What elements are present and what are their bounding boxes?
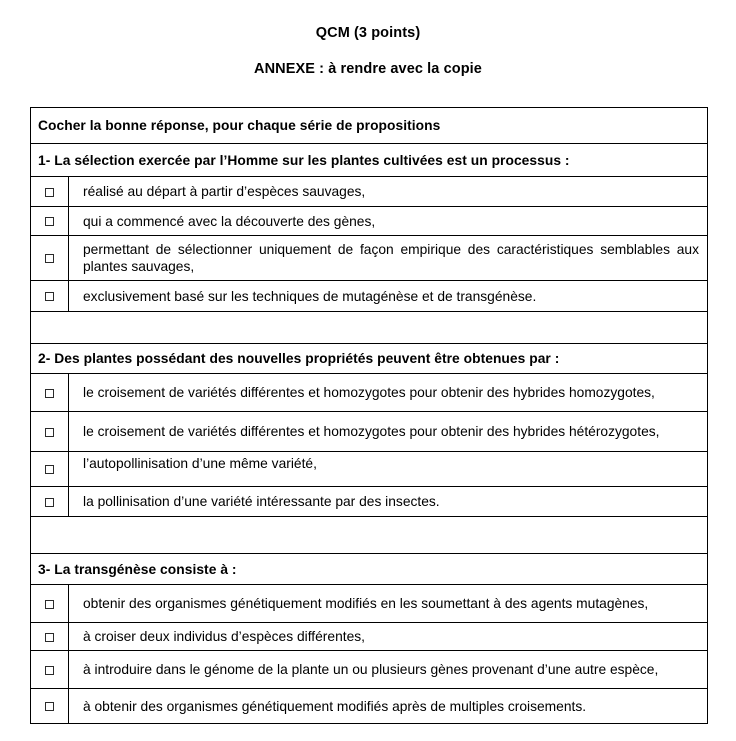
checkbox-icon-s1-o2[interactable]	[45, 217, 54, 226]
option-row	[31, 452, 708, 487]
checkbox-cell	[31, 281, 69, 312]
doc-title: QCM (3 points)	[315, 25, 421, 41]
option-label: exclusivement basé sur les techniques de mutagénèse et de transgénèse.	[69, 281, 708, 312]
checkbox-icon-s3-o1[interactable]	[45, 600, 54, 609]
option-row	[31, 487, 708, 517]
table-instruction: Cocher la bonne réponse, pour chaque série de propositions	[31, 108, 708, 144]
option-label: à introduire dans le génome de la plante un ou plusieurs gènes provenant d’une autre espèce,	[69, 651, 708, 689]
checkbox-cell	[31, 412, 69, 452]
checkbox-cell	[31, 207, 69, 236]
option-label: le croisement de variétés différentes et homozygotes pour obtenir des hybrides hétérozygotes,	[69, 412, 708, 452]
option-row	[31, 177, 708, 207]
option-row	[31, 236, 708, 281]
checkbox-icon-s3-o4[interactable]	[45, 702, 54, 711]
option-row	[31, 623, 708, 651]
section-1-title-row	[31, 144, 708, 177]
doc-subtitle: ANNEXE : à rendre avec la copie	[254, 61, 482, 77]
option-row	[31, 689, 708, 724]
checkbox-cell	[31, 585, 69, 623]
checkbox-icon-s3-o3[interactable]	[45, 666, 54, 675]
checkbox-icon-s2-o1[interactable]	[45, 389, 54, 398]
checkbox-cell	[31, 374, 69, 412]
checkbox-cell	[31, 236, 69, 281]
option-label: réalisé au départ à partir d’espèces sauvages,	[69, 177, 708, 207]
section-3-title-row	[31, 554, 708, 585]
qcm-table	[30, 107, 708, 724]
option-label: la pollinisation d’une variété intéressante par des insectes.	[69, 487, 708, 517]
checkbox-icon-s3-o2[interactable]	[45, 633, 54, 642]
checkbox-cell	[31, 689, 69, 724]
checkbox-cell	[31, 487, 69, 517]
option-row	[31, 207, 708, 236]
checkbox-icon-s1-o3[interactable]	[45, 254, 54, 263]
option-label: à obtenir des organismes génétiquement modifiés après de multiples croisements.	[69, 689, 708, 724]
option-label: permettant de sélectionner uniquement de façon empirique des caractéristiques semblables aux plantes sauvages,	[69, 236, 708, 281]
checkbox-icon-s1-o4[interactable]	[45, 292, 54, 301]
checkbox-cell	[31, 623, 69, 651]
option-row	[31, 412, 708, 452]
instruction-row	[31, 108, 708, 144]
checkbox-icon-s2-o2[interactable]	[45, 428, 54, 437]
section-1-title: 1- La sélection exercée par l’Homme sur les plantes cultivées est un processus :	[31, 144, 708, 177]
checkbox-cell	[31, 452, 69, 487]
checkbox-cell	[31, 177, 69, 207]
option-row	[31, 281, 708, 312]
section-2-title: 2- Des plantes possédant des nouvelles propriétés peuvent être obtenues par :	[31, 344, 708, 374]
option-label: l’autopollinisation d’une même variété,	[69, 452, 708, 487]
checkbox-icon-s2-o4[interactable]	[45, 498, 54, 507]
option-row	[31, 374, 708, 412]
option-label: obtenir des organismes génétiquement modifiés en les soumettant à des agents mutagènes,	[69, 585, 708, 623]
option-row	[31, 585, 708, 623]
section-2-title-row	[31, 344, 708, 374]
option-label: qui a commencé avec la découverte des gènes,	[69, 207, 708, 236]
option-label: le croisement de variétés différentes et homozygotes pour obtenir des hybrides homozygotes,	[69, 374, 708, 412]
spacer-row	[31, 312, 708, 344]
spacer-cell	[31, 517, 708, 554]
spacer-row	[31, 517, 708, 554]
section-3-title: 3- La transgénèse consiste à :	[31, 554, 708, 585]
option-row	[31, 651, 708, 689]
checkbox-icon-s1-o1[interactable]	[45, 188, 54, 197]
spacer-cell	[31, 312, 708, 344]
option-label: à croiser deux individus d’espèces différentes,	[69, 623, 708, 651]
checkbox-cell	[31, 651, 69, 689]
checkbox-icon-s2-o3[interactable]	[45, 465, 54, 474]
